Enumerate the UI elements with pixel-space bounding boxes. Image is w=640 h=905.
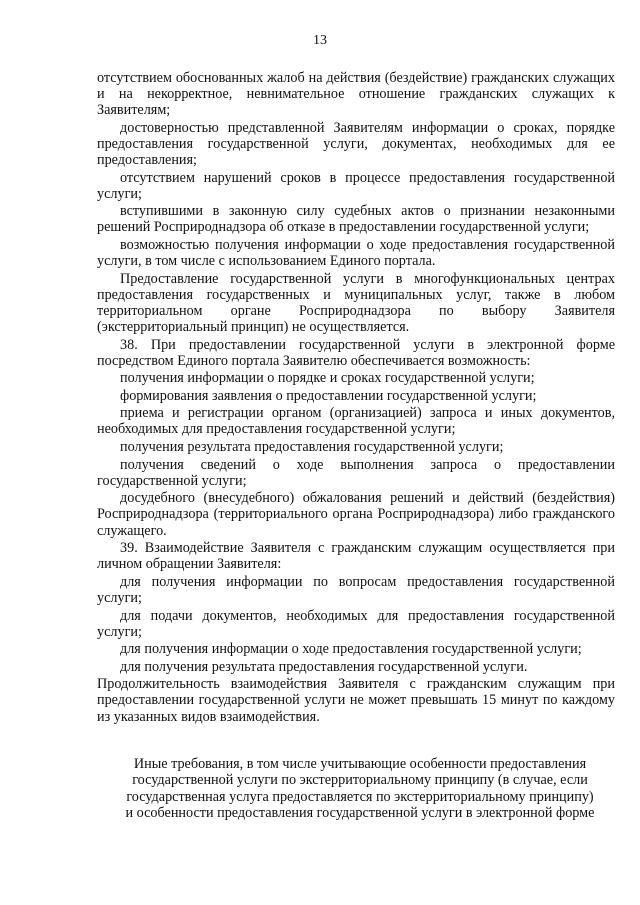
paragraph: отсутствием обоснованных жалоб на действия (бездействие) гражданских служащих и на некорректное, невнимательное отношение гражданских служащих к Заявителям;: [97, 70, 615, 119]
paragraph: возможностью получения информации о ходе предоставления государственной услуги, в том числе с использованием Единого портала.: [97, 236, 615, 270]
paragraph: получения сведений о ходе выполнения запроса о предоставлении государственной услуги;: [97, 456, 615, 489]
paragraph: формирования заявления о предоставлении государственной услуги;: [120, 387, 537, 404]
paragraph: 39. Взаимодействие Заявителя с гражданским служащим осуществляется при личном обращении Заявителя:: [97, 540, 615, 573]
paragraph: приема и регистрации органом (организацией) запроса и иных документов, необходимых для предоставления государственной услуги;: [97, 405, 615, 438]
section-heading: Иные требования, в том числе учитывающие особенности предоставления государственной услуги по экстерриториальному принципу (в случае, если государственная услуга предоставляется по экстерриториальному принципу) и особенности предоставления государственной услуги в электронной форме: [125, 756, 595, 822]
paragraph: для получения информации о ходе предоставления государственной услуги;: [120, 641, 582, 658]
paragraph: Предоставление государственной услуги в многофункциональных центрах предоставления государственных и муниципальных услуг, также в любом территориальном органе Росприроднадзора по выбору Заявителя (экстерриториальный принцип) не осуществляется.: [97, 270, 615, 335]
paragraph: 38. При предоставлении государственной услуги в электронной форме посредством Единого портала Заявителю обеспечивается возможность:: [97, 336, 615, 369]
paragraph: для подачи документов, необходимых для предоставления государственной услуги;: [97, 607, 615, 640]
paragraph: получения результата предоставления государственной услуги;: [120, 439, 504, 456]
paragraph: вступившими в законную силу судебных актов о признании незаконными решений Росприроднадзора об отказе в предоставлении государственной услуги;: [97, 203, 615, 236]
paragraph: получения информации о порядке и сроках государственной услуги;: [120, 370, 535, 387]
paragraph: отсутствием нарушений сроков в процессе предоставления государственной услуги;: [97, 169, 615, 202]
paragraph: для получения результата предоставления государственной услуги.: [120, 658, 528, 675]
paragraph: для получения информации по вопросам предоставления государственной услуги;: [97, 573, 615, 606]
document-body: [97, 70, 615, 726]
paragraph: Продолжительность взаимодействия Заявителя с гражданским служащим при предоставлении государственной услуги не может превышать 15 минут по каждому из указанных видов взаимодействия.: [97, 676, 615, 725]
paragraph: досудебного (внесудебного) обжалования решений и действий (бездействия) Росприроднадзора (территориального органа Росприроднадзора) либо гражданского служащего.: [97, 490, 615, 539]
paragraph: достоверностью представленной Заявителям информации о сроках, порядке предоставления государственной услуги, документах, необходимых для ее предоставления;: [97, 119, 615, 168]
page-number: 13: [313, 33, 327, 48]
